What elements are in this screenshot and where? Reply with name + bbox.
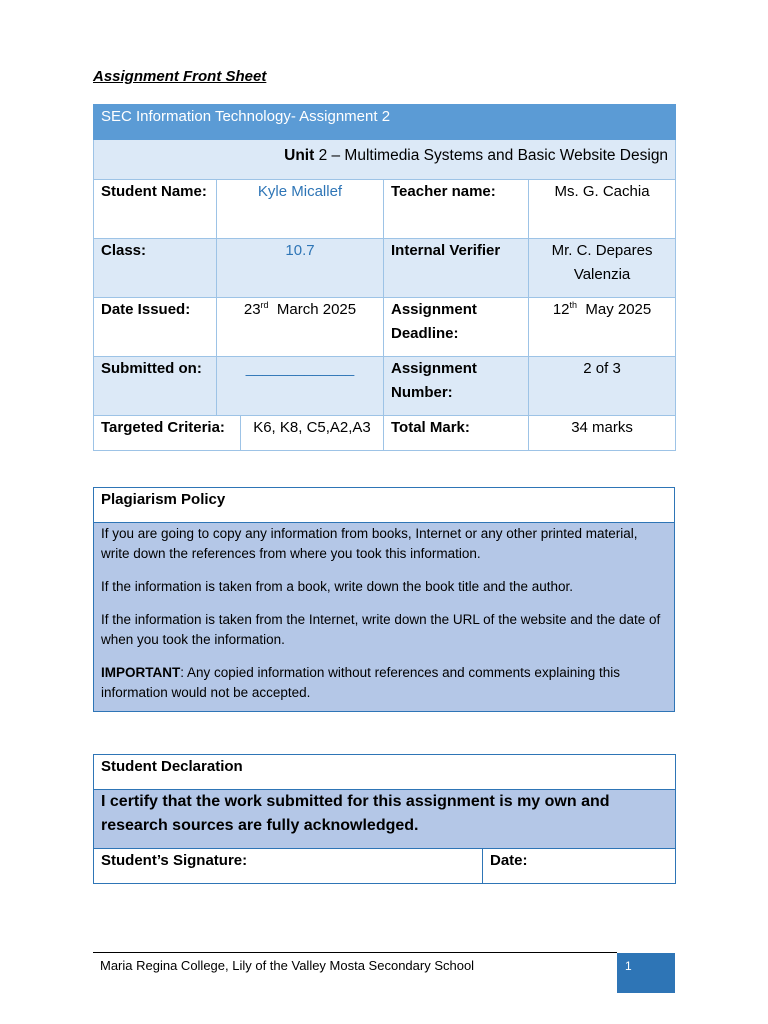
date-field[interactable]: Date: <box>483 849 676 884</box>
deadline-label: Assignment Deadline: <box>384 298 529 357</box>
page-number: 1 <box>625 959 632 973</box>
class-value: 10.7 <box>217 239 384 298</box>
student-declaration-table <box>93 754 676 884</box>
targeted-criteria-label: Targeted Criteria: <box>94 416 241 451</box>
table-title: SEC Information Technology- Assignment 2 <box>94 105 676 140</box>
plagiarism-policy-title: Plagiarism Policy <box>94 488 675 523</box>
plagiarism-policy-body <box>94 523 675 712</box>
unit-title: Unit 2 – Multimedia Systems and Basic Website Design <box>94 140 676 180</box>
policy-important: IMPORTANT: Any copied information without references and comments explaining this information would not be accepted. <box>101 665 620 700</box>
teacher-name-value: Ms. G. Cachia <box>529 180 676 239</box>
targeted-criteria-value: K6, K8, C5,A2,A3 <box>241 416 384 451</box>
deadline-value: 12th May 2025 <box>529 298 676 357</box>
submitted-on-label: Submitted on: <box>94 357 217 416</box>
footer-divider <box>93 952 617 953</box>
signature-field[interactable]: Student’s Signature: <box>94 849 483 884</box>
internal-verifier-label: Internal Verifier <box>384 239 529 298</box>
student-name-value: Kyle Micallef <box>217 180 384 239</box>
plagiarism-policy-table <box>93 487 675 712</box>
total-mark-label: Total Mark: <box>384 416 529 451</box>
policy-paragraph: If the information is taken from the Internet, write down the URL of the website and the date of when you took the information. <box>101 612 661 647</box>
teacher-name-label: Teacher name: <box>384 180 529 239</box>
date-issued-value: 23rd March 2025 <box>217 298 384 357</box>
policy-paragraph: If the information is taken from a book, write down the book title and the author. <box>101 579 574 594</box>
total-mark-value: 34 marks <box>529 416 676 451</box>
student-name-label: Student Name: <box>94 180 217 239</box>
footer-school-name: Maria Regina College, Lily of the Valley Mosta Secondary School <box>100 958 475 973</box>
assignment-info-table <box>93 104 676 451</box>
assignment-number-label: Assignment Number: <box>384 357 529 416</box>
class-label: Class: <box>94 239 217 298</box>
declaration-statement: I certify that the work submitted for this assignment is my own and research sources are fully acknowledged. <box>94 790 676 849</box>
date-issued-label: Date Issued: <box>94 298 217 357</box>
policy-paragraph: If you are going to copy any information from books, Internet or any other printed material, write down the references from where you took this information. <box>101 526 638 561</box>
assignment-number-value: 2 of 3 <box>529 357 676 416</box>
page-heading: Assignment Front Sheet <box>93 68 267 85</box>
internal-verifier-value: Mr. C. Depares Valenzia <box>529 239 676 298</box>
declaration-title: Student Declaration <box>94 755 676 790</box>
page-number-box <box>617 953 675 993</box>
submitted-on-value: _____________ <box>217 357 384 416</box>
